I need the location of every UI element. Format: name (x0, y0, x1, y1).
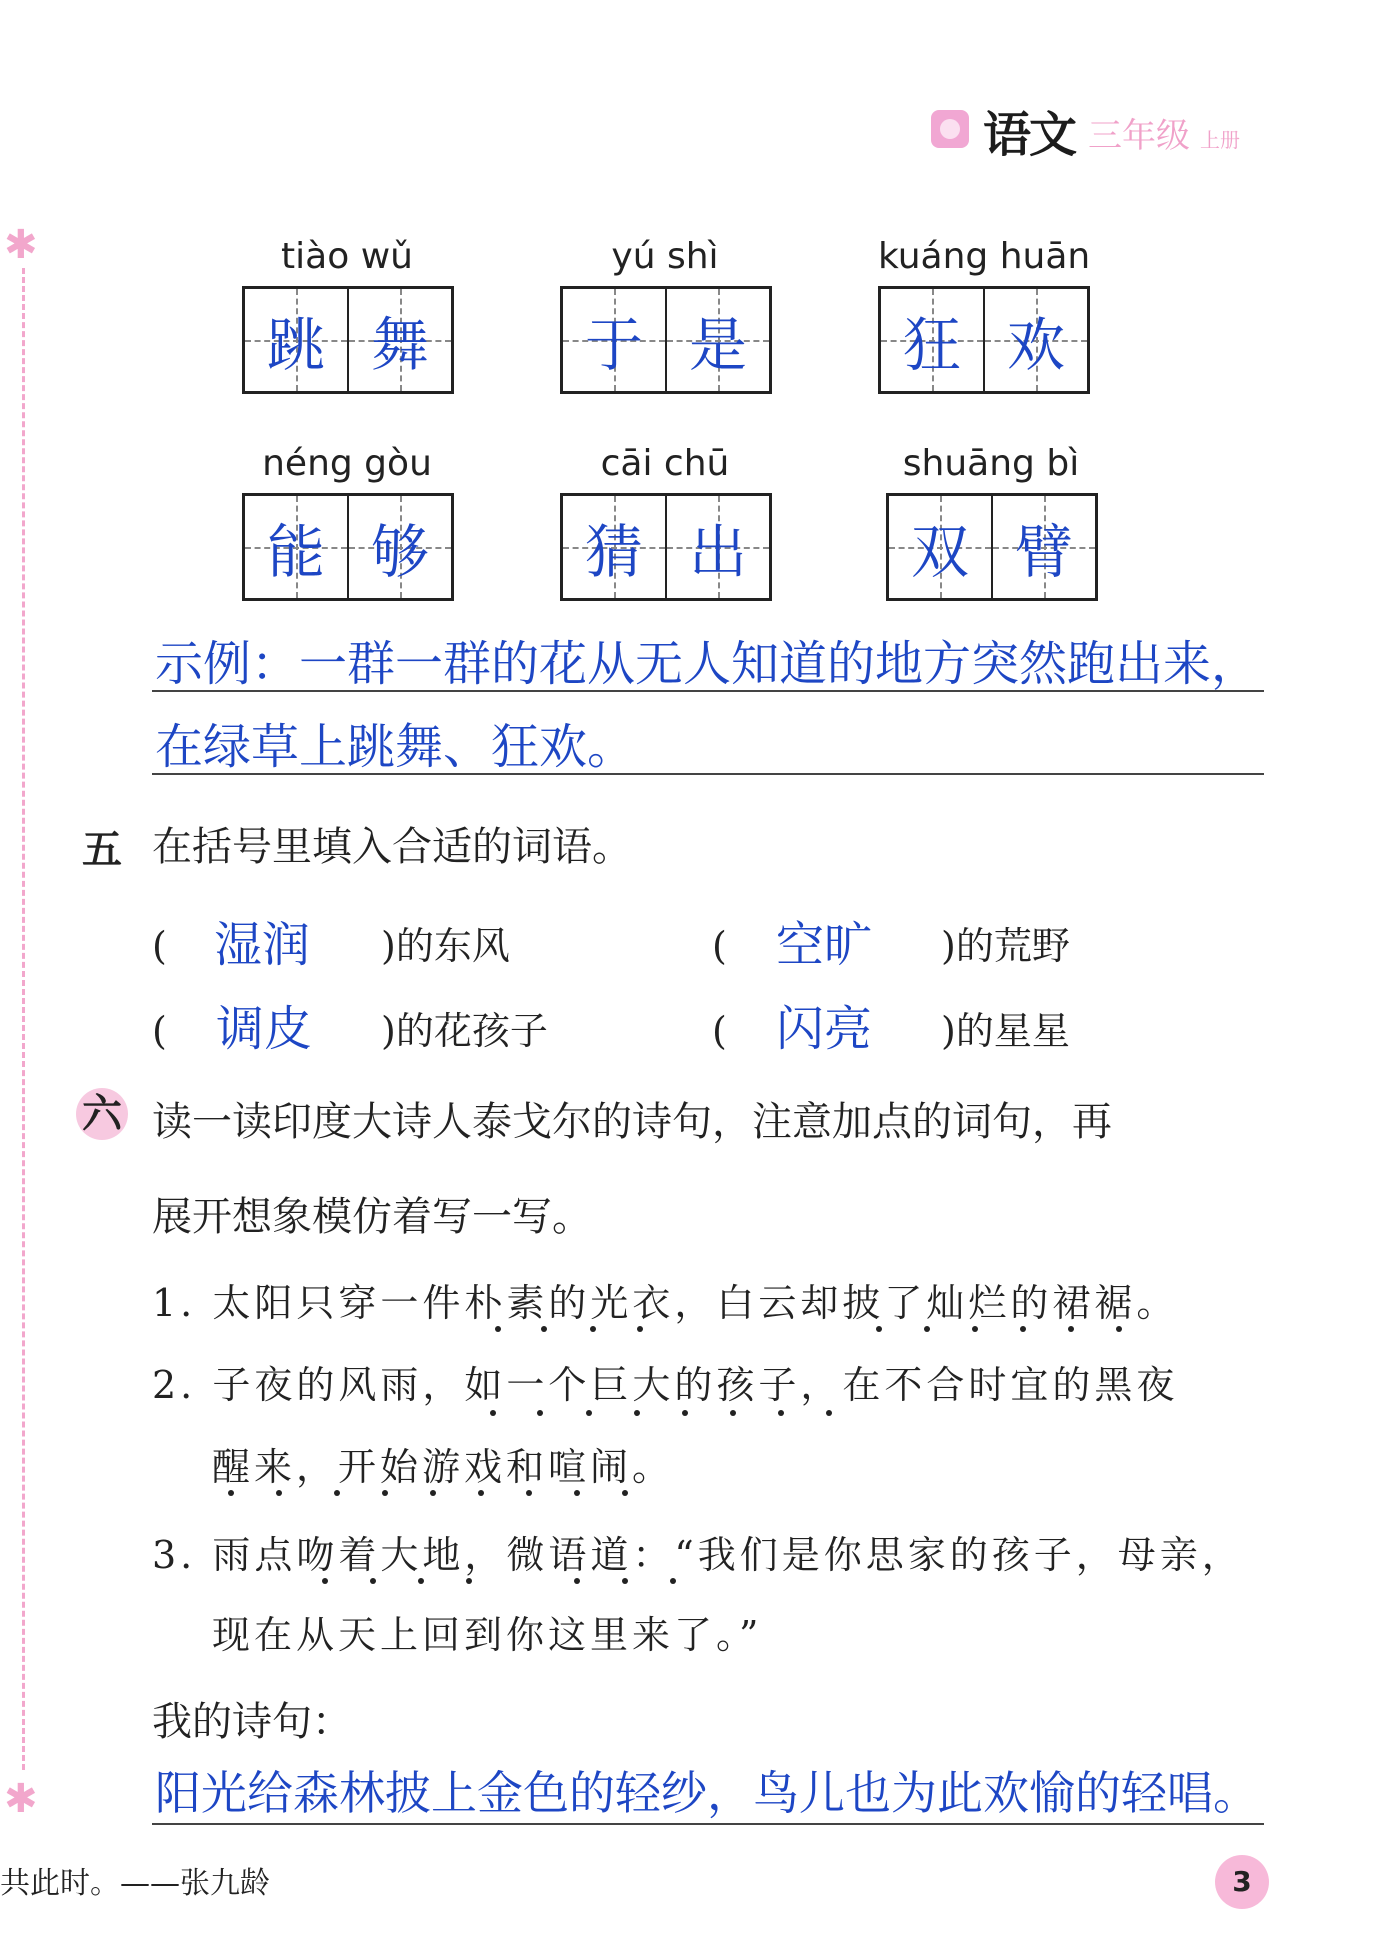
grid-cell: 狂 (881, 289, 983, 391)
page-number: 3 (1215, 1855, 1269, 1909)
flower-star-icon: ✱ (4, 1776, 38, 1822)
grid-cell: 于 (563, 289, 665, 391)
example-answer-line2: 在绿草上跳舞、狂欢。 (155, 719, 636, 775)
footer-quote: 共此时。——张九龄 (0, 1866, 270, 1901)
grid-cell: 够 (347, 496, 451, 598)
grid-cell: 舞 (347, 289, 451, 391)
my-poem-label: 我的诗句： (152, 1699, 352, 1745)
answer-rule (152, 1823, 1264, 1825)
section-title: 在括号里填入合适的词语。 (152, 824, 632, 870)
fill-answer: 湿润 (214, 917, 311, 973)
pinyin: shuāng bì (902, 443, 1080, 484)
word-block-caichu (560, 443, 770, 586)
grid-cell: 能 (245, 496, 347, 598)
fill-answer: 空旷 (776, 917, 873, 973)
pinyin: kuáng huān (878, 236, 1091, 277)
fill-answer: 闪亮 (776, 1001, 873, 1057)
my-poem-answer: 阳光给森林披上金色的轻纱，鸟儿也为此欢愉的轻唱。 (155, 1766, 1259, 1820)
word-block-nenggou (242, 443, 452, 586)
tianzi-grid (560, 493, 772, 601)
poem-line: 1. 太阳只穿一件朴素的光衣，白云却披了灿烂的裙裾。 (152, 1281, 1179, 1325)
grid-cell: 猜 (563, 496, 665, 598)
tianzi-grid (878, 286, 1090, 394)
tianzi-grid (560, 286, 772, 394)
pinyin: néng gòu (262, 443, 432, 484)
subject-title: 语文 (983, 107, 1076, 163)
poem-line: 2. 子夜的风雨，如一个巨大的孩子，在不合时宜的黑夜 (152, 1363, 1179, 1407)
section-number: 五 (82, 827, 122, 873)
grid-cell: 双 (889, 496, 991, 598)
term-label: 上册 (1200, 128, 1240, 152)
tianzi-grid (886, 493, 1098, 601)
fill-answer: 调皮 (216, 1001, 313, 1057)
grid-cell: 臂 (991, 496, 1095, 598)
fill-item: ( )的荒野 (712, 924, 1070, 968)
word-block-yushi (560, 236, 770, 379)
word-block-shuangbi (886, 443, 1096, 586)
grade-label: 三年级 (1088, 116, 1190, 156)
flower-star-icon: ✱ (4, 222, 38, 268)
grid-cell: 欢 (983, 289, 1087, 391)
pinyin: cāi chū (600, 443, 730, 484)
poem-line: 醒来，开始游戏和喧闹。 (212, 1445, 675, 1489)
answer-rule (152, 690, 1264, 692)
tianzi-grid (242, 286, 454, 394)
answer-rule (152, 773, 1264, 775)
pinyin: yú shì (611, 236, 719, 277)
fill-item: ( )的东风 (152, 924, 510, 968)
pinyin: tiào wǔ (281, 236, 413, 277)
word-block-kuanghuan (878, 236, 1091, 379)
section-title-line1: 读一读印度大诗人泰戈尔的诗句，注意加点的词句，再 (152, 1099, 1112, 1145)
tianzi-grid (242, 493, 454, 601)
grid-cell: 出 (665, 496, 769, 598)
word-block-tiaowu (242, 236, 452, 379)
fill-item: ( )的花孩子 (152, 1009, 548, 1053)
section-number: 六 (76, 1088, 128, 1140)
section-title-line2: 展开想象模仿着写一写。 (152, 1194, 592, 1240)
grid-cell: 跳 (245, 289, 347, 391)
margin-dashed-line (22, 268, 25, 1770)
fill-item: ( )的星星 (712, 1009, 1070, 1053)
poem-line: 现在从天上回到你这里来了。” (212, 1613, 763, 1657)
example-answer-line1: 示例：一群一群的花从无人知道的地方突然跑出来， (155, 636, 1260, 692)
grid-cell: 是 (665, 289, 769, 391)
poem-line: 3. 雨点吻着大地，微语道：“我们是你思家的孩子，母亲， (152, 1533, 1244, 1577)
subject-badge-icon (931, 110, 969, 148)
